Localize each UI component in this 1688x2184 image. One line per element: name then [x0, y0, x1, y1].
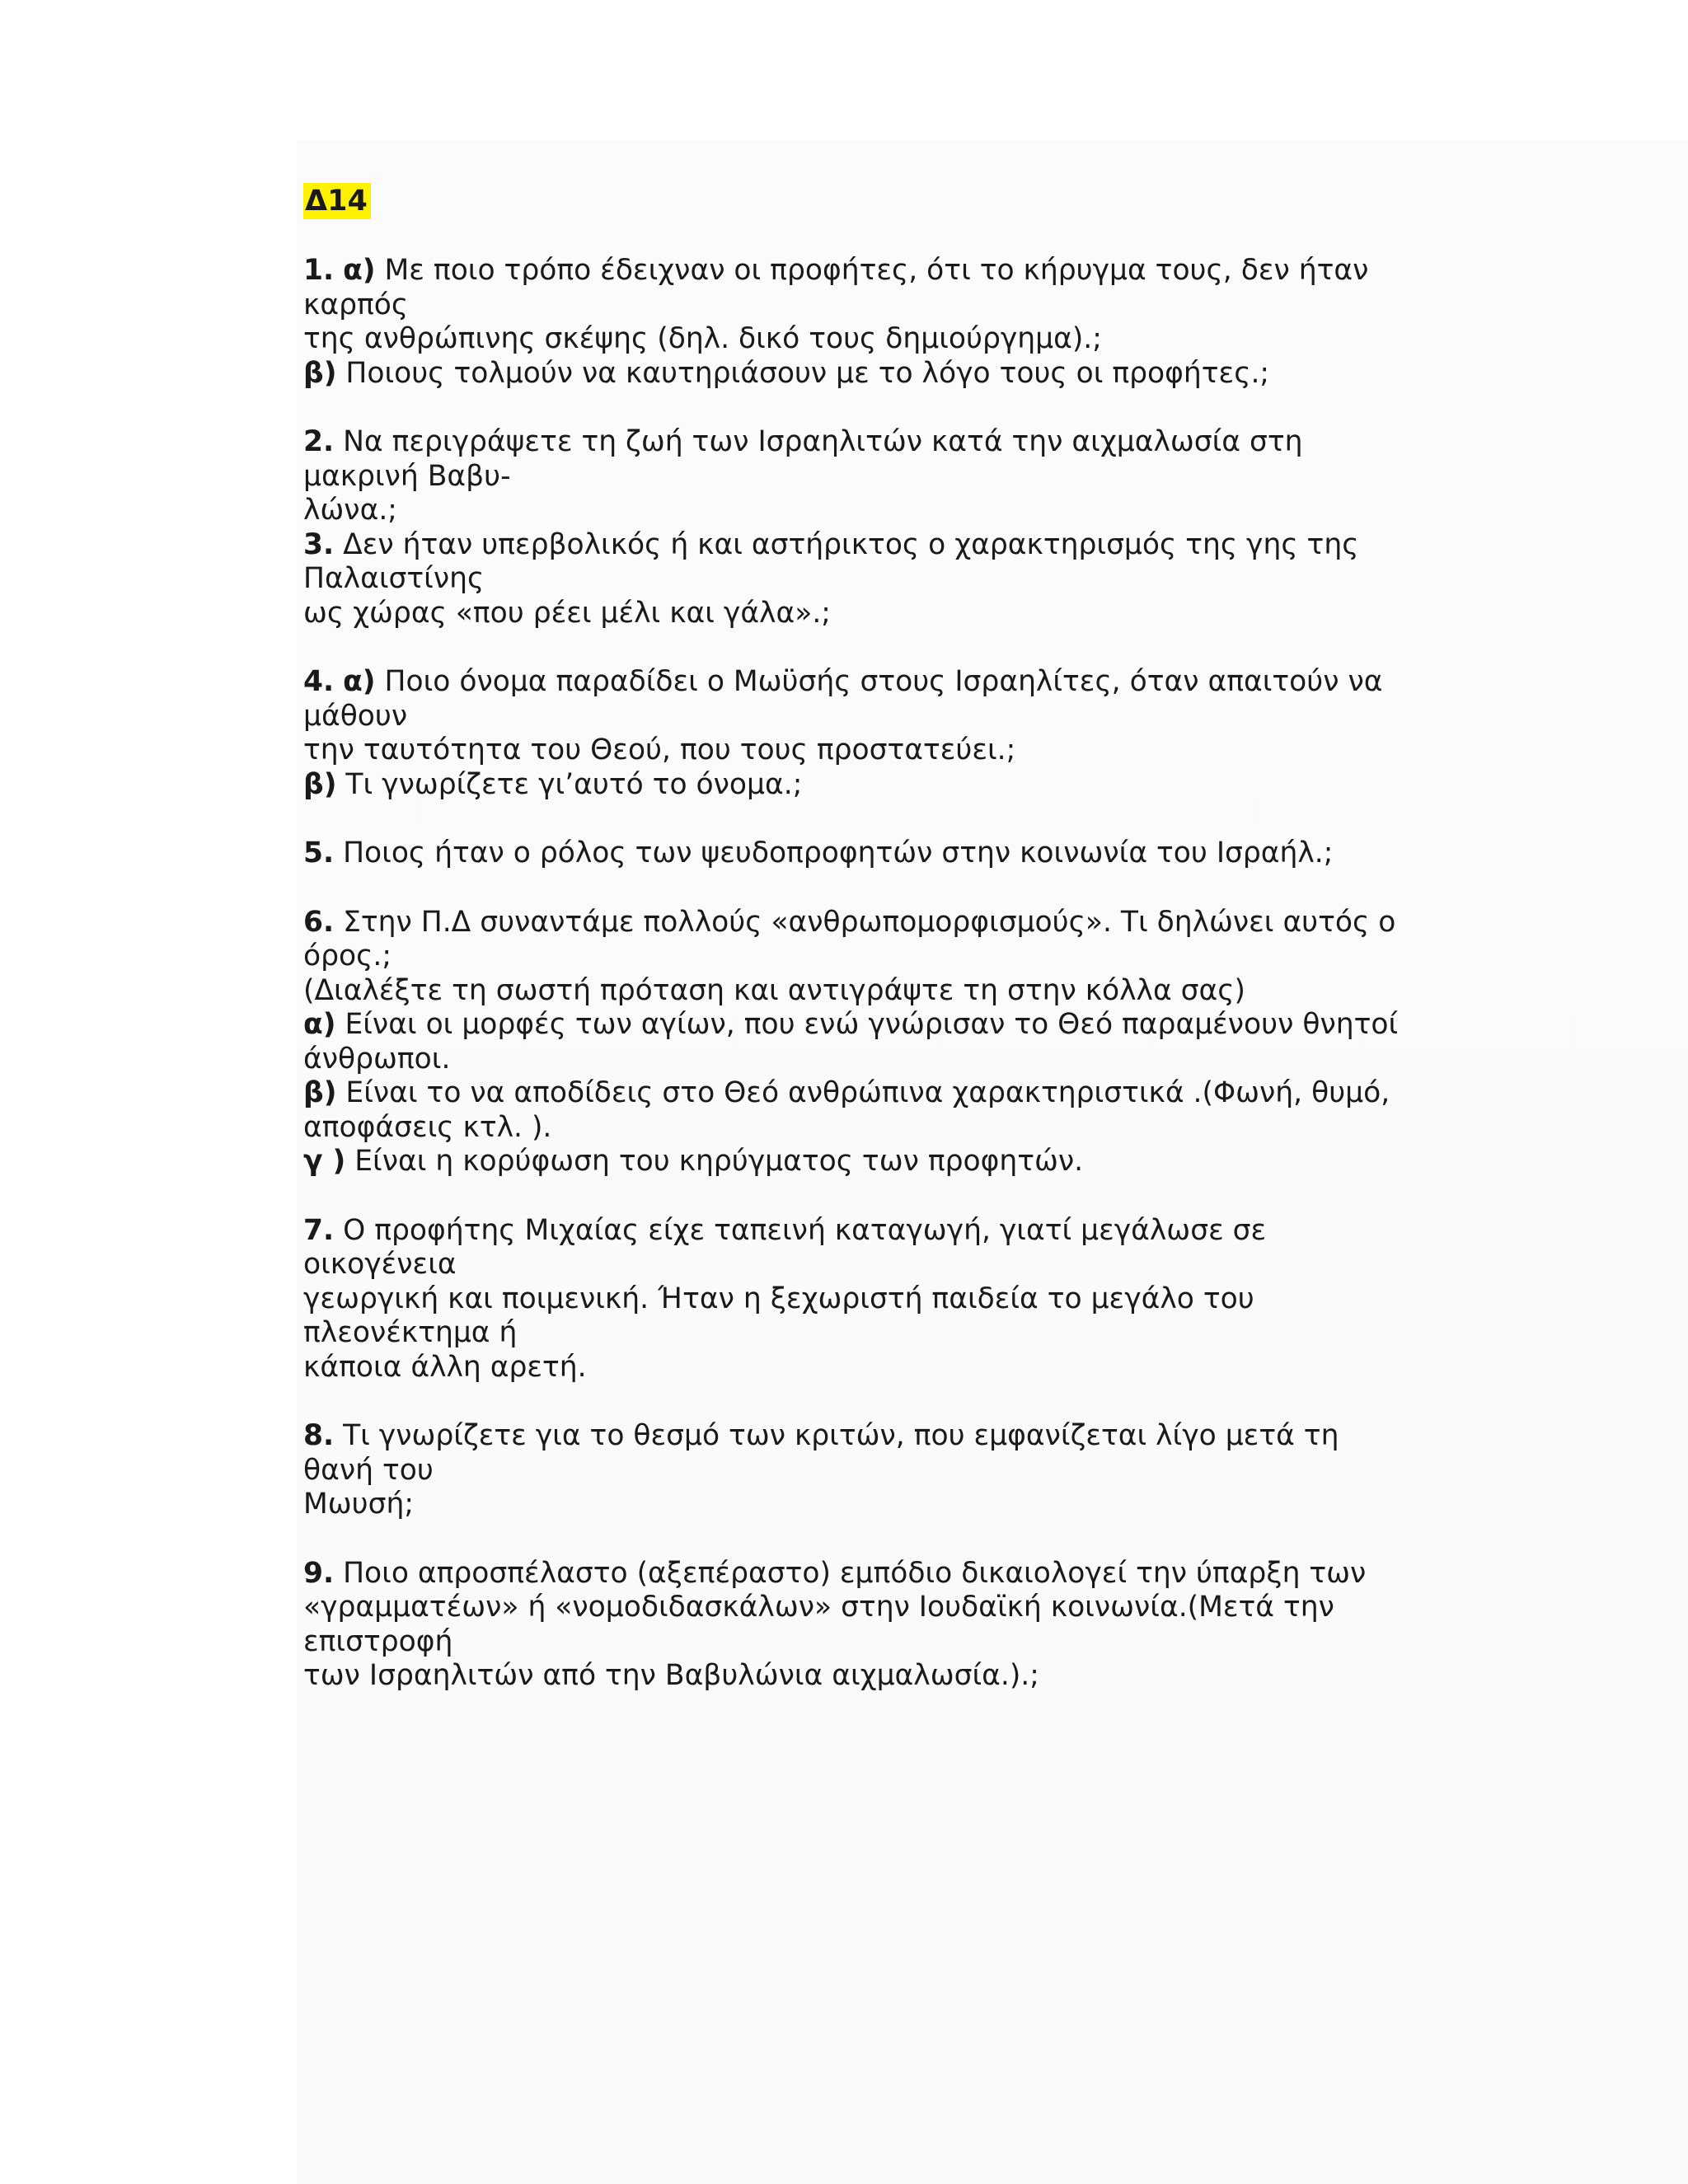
question-3-text-2: ως χώρας «που ρέει μέλι και γάλα».; — [303, 596, 831, 630]
question-1 — [303, 254, 1400, 391]
question-6-option-c-line-1 — [303, 1145, 1400, 1179]
question-3-number: 3. — [303, 527, 335, 561]
question-4-a-text-2: την ταυτότητα του Θεού, που τους προστατεύει.; — [303, 733, 1016, 766]
question-9-text-2: «γραμματέων» ή «νομοδιδασκάλων» στην Ιουδαϊκή κοινωνία.(Μετά την επιστροφή — [303, 1591, 1334, 1658]
question-2-line-1 — [303, 425, 1400, 494]
question-6-option-b-line-1 — [303, 1076, 1400, 1111]
question-1-a-label: α) — [343, 254, 376, 287]
heading-row — [303, 183, 1400, 254]
question-1-b-text: Ποιους τολμούν να καυτηριάσουν με το λόγο τους οι προφήτες.; — [336, 356, 1270, 390]
questions-2-3 — [303, 425, 1400, 630]
question-9-line-1 — [303, 1557, 1400, 1591]
question-8-line-1 — [303, 1419, 1400, 1488]
question-6-line-1 — [303, 906, 1400, 974]
question-6-option-a-line-1 — [303, 1008, 1400, 1043]
question-2-text-2: λώνα.; — [303, 494, 397, 527]
question-7-number: 7. — [303, 1213, 335, 1247]
question-4-a-text-1: Ποιο όνομα παραδίδει ο Μωϋσής στους Ισραηλίτες, όταν απαιτούν να μάθουν — [303, 665, 1383, 733]
question-9-number: 9. — [303, 1556, 335, 1590]
question-8-number: 8. — [303, 1419, 335, 1452]
question-6 — [303, 906, 1400, 1179]
question-9 — [303, 1557, 1400, 1694]
question-6-b-label: β) — [303, 1076, 337, 1109]
question-3-text-1: Δεν ήταν υπερβολικός ή και αστήρικτος ο χαρακτηρισμός της γης της Παλαιστίνης — [303, 527, 1359, 595]
question-8 — [303, 1419, 1400, 1522]
question-4-a-label: α) — [343, 665, 376, 698]
question-2-text-1: Να περιγράψετε τη ζωή των Ισραηλιτών κατά την αιχμαλωσία στη μακρινή Βαβυ- — [303, 425, 1303, 493]
question-3-line-1 — [303, 528, 1400, 597]
question-6-a-text-2: άνθρωποι. — [303, 1042, 451, 1076]
question-4-b-label: β) — [303, 767, 337, 801]
question-4-number: 4. — [303, 665, 335, 698]
question-1-b-label: β) — [303, 356, 337, 390]
question-4-line-3 — [303, 768, 1400, 803]
document-body — [303, 183, 1400, 1728]
question-1-line-3 — [303, 357, 1400, 391]
question-7 — [303, 1214, 1400, 1385]
question-5-line-1 — [303, 837, 1400, 871]
question-8-text-1: Τι γνωρίζετε για το θεσμό των κριτών, που εμφανίζεται λίγο μετά τη θανή του — [303, 1419, 1339, 1487]
question-7-text-3: κάποια άλλη αρετή. — [303, 1350, 587, 1384]
question-4 — [303, 665, 1400, 802]
question-6-text-1: Στην Π.Δ συναντάμε πολλούς «ανθρωπομορφισμούς». Τι δηλώνει αυτός ο όρος.; — [303, 905, 1396, 972]
question-5-text: Ποιος ήταν ο ρόλος των ψευδοπροφητών στην κοινωνία του Ισραήλ.; — [334, 837, 1334, 869]
question-6-c-label: γ ) — [303, 1145, 346, 1178]
question-7-line-1 — [303, 1214, 1400, 1282]
question-8-text-2: Μωυσή; — [303, 1488, 414, 1521]
question-9-text-3: των Ισραηλιτών από την Βαβυλώνια αιχμαλωσία.).; — [303, 1659, 1039, 1692]
question-5-number: 5. — [303, 837, 335, 869]
document-heading: Δ14 — [303, 183, 371, 219]
question-7-text-2: γεωργική και ποιμενική. Ήταν η ξεχωριστή παιδεία το μεγάλο του πλεονέκτημα ή — [303, 1282, 1254, 1349]
question-1-number: 1. — [303, 254, 335, 287]
question-9-text-1: Ποιο απροσπέλαστο (αξεπέραστο) εμπόδιο δικαιολογεί την ύπαρξη των — [334, 1556, 1367, 1590]
question-1-a-text-2: της ανθρώπινης σκέψης (δηλ. δικό τους δημιούργημα).; — [303, 322, 1102, 355]
question-6-b-text-1: Είναι το να αποδίδεις στο Θεό ανθρώπινα χαρακτηριστικά .(Φωνή, θυμό, — [336, 1076, 1390, 1109]
question-1-a-text-1: Με ποιο τρόπο έδειχναν οι προφήτες, ότι το κήρυγμα τους, δεν ήταν καρπός — [303, 254, 1369, 321]
question-6-b-text-2: αποφάσεις κτλ. ). — [303, 1110, 552, 1144]
question-6-a-label: α) — [303, 1008, 336, 1041]
question-7-text-1: Ο προφήτης Μιχαίας είχε ταπεινή καταγωγή, γιατί μεγάλωσε σε οικογένεια — [303, 1213, 1267, 1281]
question-2-number: 2. — [303, 425, 335, 458]
question-6-number: 6. — [303, 905, 335, 939]
question-6-text-2: (Διαλέξτε τη σωστή πρόταση και αντιγράψτε τη στην κόλλα σας) — [303, 973, 1245, 1007]
question-4-line-1 — [303, 665, 1400, 733]
question-1-line-1 — [303, 254, 1400, 322]
question-6-a-text-1: Είναι οι μορφές των αγίων, που ενώ γνώρισαν το Θεό παραμένουν θνητοί — [335, 1008, 1399, 1041]
question-5 — [303, 837, 1400, 871]
question-4-b-text: Τι γνωρίζετε γι’αυτό το όνομα.; — [336, 767, 803, 801]
question-6-c-text: Είναι η κορύφωση του κηρύγματος των προφητών. — [345, 1145, 1084, 1178]
